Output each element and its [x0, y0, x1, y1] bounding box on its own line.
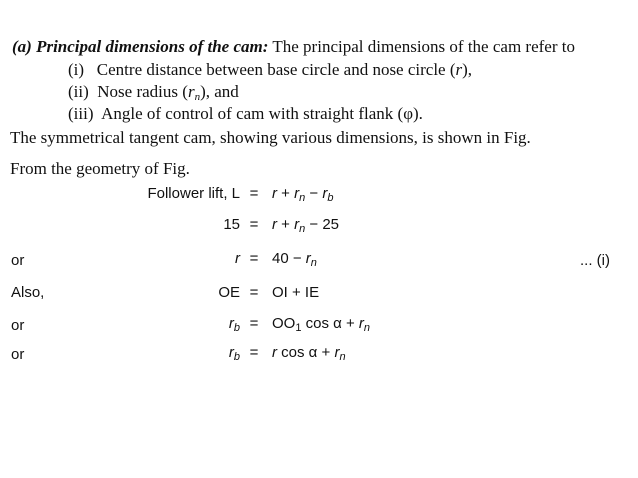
eq1-lhs: Follower lift, L — [147, 185, 240, 202]
list-num: (i) — [68, 60, 85, 79]
eq4-lhs: OE — [218, 284, 240, 301]
eq4-prefix: Also, — [11, 284, 45, 301]
eq2-equals: = — [249, 216, 259, 233]
eq6-rhs: r $\cos \alpha + r_n$ — [272, 344, 346, 363]
list-item-2 — [68, 82, 239, 102]
var-r: r — [455, 60, 463, 79]
eq5-rhs: $OO_1$ $\cos \alpha + r_n$ — [272, 315, 371, 334]
paragraph-figure: The symmetrical tangent cam, showing various dimensions, is shown in Fig. — [10, 128, 531, 147]
eq4-rhs: OI + IE — [272, 284, 320, 301]
eq3-lhs: r — [235, 250, 240, 267]
eq4-equals: = — [249, 284, 259, 301]
list-text-tail: ), — [462, 60, 473, 79]
list-num: (iii) — [68, 104, 94, 123]
heading-line — [12, 37, 575, 57]
eq5-prefix: or — [11, 317, 25, 334]
eq5-equals: = — [249, 315, 259, 332]
list-text-tail: ), and — [200, 82, 239, 101]
eq3-equals: = — [249, 250, 259, 267]
heading-bold: (a) Principal dimensions of the cam: — [12, 37, 269, 56]
eq1-equals: = — [249, 185, 259, 202]
heading-rest: The principal dimensions of the cam refer to — [272, 37, 575, 56]
list-text: Nose radius ( — [97, 82, 188, 101]
eq6-prefix: or — [11, 346, 25, 363]
list-item-1 — [68, 60, 472, 80]
eq6-lhs: $r_b$ — [228, 344, 240, 363]
paragraph-geometry: From the geometry of Fig. — [10, 159, 190, 178]
eq3-tag: ... (i) — [580, 252, 610, 269]
eq2-lhs: 15 — [223, 216, 240, 233]
eq5-lhs: $r_b$ — [228, 315, 240, 334]
eq2-rhs: $r + r_n - 25$ — [272, 216, 340, 235]
list-text: Centre distance between base circle and nose circle ( — [96, 60, 456, 79]
eq3-prefix: or — [11, 252, 25, 269]
eq6-equals: = — [249, 344, 259, 361]
list-num: (ii) — [68, 82, 89, 101]
list-item-3 — [68, 104, 423, 124]
var-sub: n — [194, 91, 201, 103]
eq3-rhs: $40 - r_n$ — [272, 250, 317, 269]
list-text: Angle of control of cam with straight flank (φ). — [101, 104, 423, 123]
var-r: r — [187, 82, 195, 101]
eq1-rhs: $r + r_n - r_b$ — [272, 185, 334, 204]
